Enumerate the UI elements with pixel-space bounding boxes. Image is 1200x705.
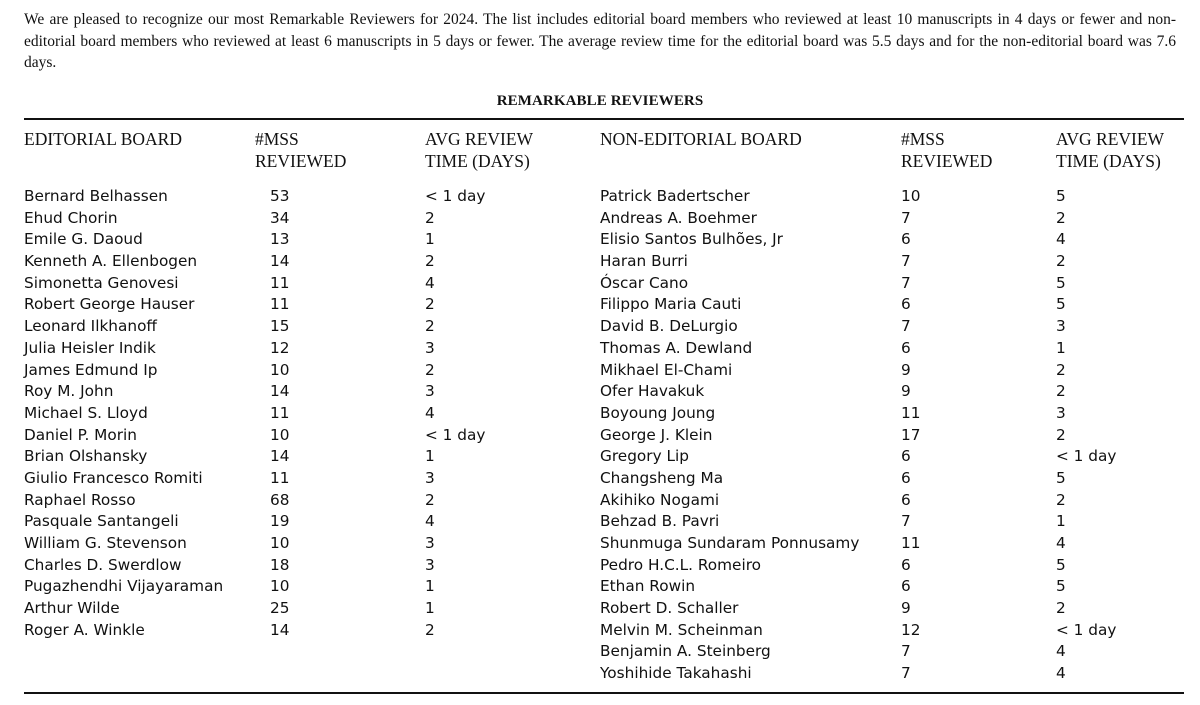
editorial-name-cell: Kenneth A. Ellenbogen [24,252,198,271]
editorial-mss-cell: 68 [270,490,290,509]
non-editorial-mss-cell: 7 [901,273,911,292]
non-editorial-name-cell: Ofer Havakuk [600,382,705,401]
non-editorial-name-cell: Benjamin A. Steinberg [600,642,771,661]
header-editorial-mss [255,129,346,172]
editorial-mss-cell: 13 [270,230,290,249]
editorial-name-cell: William G. Stevenson [24,534,187,552]
editorial-name-cell: Charles D. Swerdlow [24,555,182,574]
editorial-mss-cell: 10 [270,534,290,552]
non-editorial-name-cell: David B. DeLurgio [600,317,738,336]
non-editorial-name-cell: George J. Klein [600,425,713,444]
non-editorial-time-cell: 3 [1056,403,1066,422]
header-non-editorial-mss-line2: REVIEWED [901,150,993,171]
non-editorial-mss-cell: 17 [901,425,921,444]
non-editorial-time-cell: 4 [1056,642,1066,661]
editorial-mss-cell: 15 [270,317,290,336]
editorial-time-cell: < 1 day [425,425,486,444]
editorial-mss-column [270,186,289,641]
editorial-time-cell: 2 [425,360,435,379]
editorial-time-cell: 3 [425,382,435,401]
editorial-name-cell: Arthur Wilde [24,599,120,618]
editorial-name-cell: Roy M. John [24,382,114,401]
non-editorial-time-cell: < 1 day [1056,447,1117,466]
editorial-name-cell: Daniel P. Morin [24,425,137,444]
non-editorial-time-column [1056,186,1116,685]
editorial-mss-cell: 10 [270,360,290,379]
editorial-time-cell: 3 [425,338,435,357]
editorial-mss-cell: 34 [270,208,290,227]
non-editorial-time-cell: 3 [1056,317,1066,336]
editorial-time-cell: 3 [425,555,435,574]
editorial-mss-cell: 25 [270,599,290,618]
editorial-name-cell: Ehud Chorin [24,208,118,227]
header-editorial-time-line1: AVG REVIEW [425,129,534,149]
editorial-time-cell: 2 [425,317,435,336]
editorial-time-cell: 2 [425,490,435,509]
editorial-name-cell: Simonetta Genovesi [24,273,179,292]
header-non-editorial-mss-line1: #MSS [901,129,945,149]
editorial-mss-cell: 14 [270,620,290,639]
non-editorial-name-cell: Haran Burri [600,252,688,271]
editorial-name-cell: Roger A. Winkle [24,620,145,639]
editorial-name-cell: Michael S. Lloyd [24,403,148,422]
non-editorial-time-cell: 4 [1056,534,1066,552]
editorial-mss-cell: 11 [270,403,290,422]
header-non-editorial-board [600,129,802,151]
editorial-mss-cell: 12 [270,338,290,357]
editorial-name-cell: Brian Olshansky [24,447,148,466]
non-editorial-name-cell: Mikhael El-Chami [600,360,733,379]
non-editorial-name-cell: Patrick Badertscher [600,187,750,205]
non-editorial-name-column [600,186,859,685]
editorial-name-cell: Robert George Hauser [24,295,195,314]
editorial-mss-cell: 14 [270,447,290,466]
editorial-time-cell: 4 [425,403,435,422]
non-editorial-mss-cell: 7 [901,317,911,336]
header-editorial-time [425,129,533,172]
non-editorial-mss-cell: 7 [901,664,911,683]
non-editorial-time-cell: 5 [1056,273,1066,292]
non-editorial-mss-cell: 9 [901,599,911,618]
non-editorial-name-cell: Ethan Rowin [600,577,696,596]
non-editorial-mss-cell: 12 [901,620,921,639]
editorial-mss-cell: 10 [270,577,290,596]
editorial-time-cell: 2 [425,295,435,314]
editorial-time-cell: 4 [425,512,435,531]
editorial-mss-cell: 11 [270,273,290,292]
non-editorial-time-cell: < 1 day [1056,620,1117,639]
editorial-name-cell: Pasquale Santangeli [24,512,179,531]
editorial-name-cell: Raphael Rosso [24,490,136,509]
non-editorial-name-cell: Pedro H.C.L. Romeiro [600,555,762,574]
editorial-time-cell: 1 [425,577,435,596]
non-editorial-name-cell: Melvin M. Scheinman [600,620,763,639]
table-bottom-rule [24,692,1184,694]
editorial-name-cell: James Edmund Ip [24,360,158,379]
non-editorial-time-cell: 1 [1056,512,1066,531]
non-editorial-time-cell: 5 [1056,187,1066,205]
non-editorial-name-cell: Boyoung Joung [600,403,716,422]
editorial-time-cell: 2 [425,252,435,271]
header-non-editorial-time [1056,129,1164,172]
non-editorial-name-cell: Thomas A. Dewland [600,338,753,357]
non-editorial-name-cell: Filippo Maria Cauti [600,295,742,314]
non-editorial-name-cell: Yoshihide Takahashi [600,664,752,683]
non-editorial-mss-cell: 7 [901,208,911,227]
editorial-time-cell: 4 [425,273,435,292]
non-editorial-time-cell: 2 [1056,425,1066,444]
editorial-mss-cell: 53 [270,187,290,205]
header-editorial-time-line2: TIME (DAYS) [425,150,530,171]
editorial-mss-cell: 11 [270,468,290,487]
editorial-time-cell: 3 [425,468,435,487]
non-editorial-time-cell: 5 [1056,555,1066,574]
editorial-name-cell: Julia Heisler Indik [24,338,156,357]
non-editorial-mss-cell: 6 [901,295,911,314]
non-editorial-time-cell: 1 [1056,338,1066,357]
editorial-time-column [425,186,485,641]
intro-paragraph: We are pleased to recognize our most Remarkable Reviewers for 2024. The list includes editorial board members who reviewed at least 10 manuscripts in 4 days or fewer and non-editorial board members who reviewed at least 6 manuscripts in 5 days or fewer. The average review time for the editorial board was 5.5 days and for the non-editorial board was 7.6 days. [24,11,1176,71]
non-editorial-mss-cell: 6 [901,577,911,596]
editorial-time-cell: < 1 day [425,187,486,205]
non-editorial-time-cell: 5 [1056,468,1066,487]
non-editorial-name-cell: Shunmuga Sundaram Ponnusamy [600,534,860,552]
non-editorial-mss-cell: 7 [901,512,911,531]
editorial-mss-cell: 11 [270,295,290,314]
editorial-time-cell: 2 [425,208,435,227]
header-editorial-mss-line1: #MSS [255,129,299,149]
editorial-time-cell: 2 [425,620,435,639]
table-title: REMARKABLE REVIEWERS [496,93,704,109]
non-editorial-mss-cell: 11 [901,534,921,552]
non-editorial-mss-cell: 10 [901,187,921,205]
header-non-editorial-mss [901,129,992,172]
non-editorial-time-cell: 2 [1056,599,1066,618]
non-editorial-mss-cell: 9 [901,360,911,379]
non-editorial-mss-cell: 9 [901,382,911,401]
non-editorial-mss-cell: 6 [901,447,911,466]
editorial-time-cell: 3 [425,534,435,552]
non-editorial-mss-cell: 6 [901,338,911,357]
non-editorial-mss-cell: 11 [901,403,921,422]
editorial-mss-cell: 14 [270,252,290,271]
editorial-time-cell: 1 [425,230,435,249]
non-editorial-name-cell: Elisio Santos Bulhões, Jr [600,230,783,249]
editorial-name-cell: Giulio Francesco Romiti [24,468,203,487]
non-editorial-name-cell: Gregory Lip [600,447,689,466]
non-editorial-mss-cell: 6 [901,555,911,574]
non-editorial-time-cell: 2 [1056,208,1066,227]
editorial-name-cell: Pugazhendhi Vijayaraman [24,577,224,596]
header-non-editorial-board-label: NON-EDITORIAL BOARD [600,129,802,149]
non-editorial-name-cell: Robert D. Schaller [600,599,739,618]
header-editorial-board-label: EDITORIAL BOARD [24,129,182,149]
non-editorial-mss-column [901,186,920,685]
non-editorial-time-cell: 2 [1056,490,1066,509]
editorial-name-cell: Emile G. Daoud [24,230,143,249]
header-editorial-mss-line2: REVIEWED [255,150,347,171]
editorial-mss-cell: 19 [270,512,290,531]
non-editorial-mss-cell: 7 [901,642,911,661]
non-editorial-time-cell: 5 [1056,577,1066,596]
editorial-mss-cell: 18 [270,555,290,574]
non-editorial-name-cell: Changsheng Ma [600,468,724,487]
non-editorial-time-cell: 2 [1056,382,1066,401]
non-editorial-name-cell: Behzad B. Pavri [600,512,720,531]
editorial-mss-cell: 14 [270,382,290,401]
editorial-name-column [24,186,223,641]
non-editorial-time-cell: 4 [1056,664,1066,683]
non-editorial-name-cell: Akihiko Nogami [600,490,720,509]
header-non-editorial-time-line1: AVG REVIEW [1056,129,1165,149]
non-editorial-name-cell: Andreas A. Boehmer [600,208,757,227]
table-top-rule [24,118,1184,120]
editorial-name-cell: Bernard Belhassen [24,187,168,205]
non-editorial-mss-cell: 6 [901,468,911,487]
non-editorial-mss-cell: 6 [901,230,911,249]
non-editorial-name-cell: Óscar Cano [600,273,689,292]
editorial-mss-cell: 10 [270,425,290,444]
non-editorial-time-cell: 5 [1056,295,1066,314]
non-editorial-time-cell: 2 [1056,252,1066,271]
non-editorial-mss-cell: 7 [901,252,911,271]
header-non-editorial-time-line2: TIME (DAYS) [1056,150,1161,171]
non-editorial-time-cell: 4 [1056,230,1066,249]
editorial-time-cell: 1 [425,447,435,466]
non-editorial-time-cell: 2 [1056,360,1066,379]
editorial-name-cell: Leonard Ilkhanoff [24,317,157,336]
header-editorial-board [24,129,182,151]
editorial-time-cell: 1 [425,599,435,618]
non-editorial-mss-cell: 6 [901,490,911,509]
